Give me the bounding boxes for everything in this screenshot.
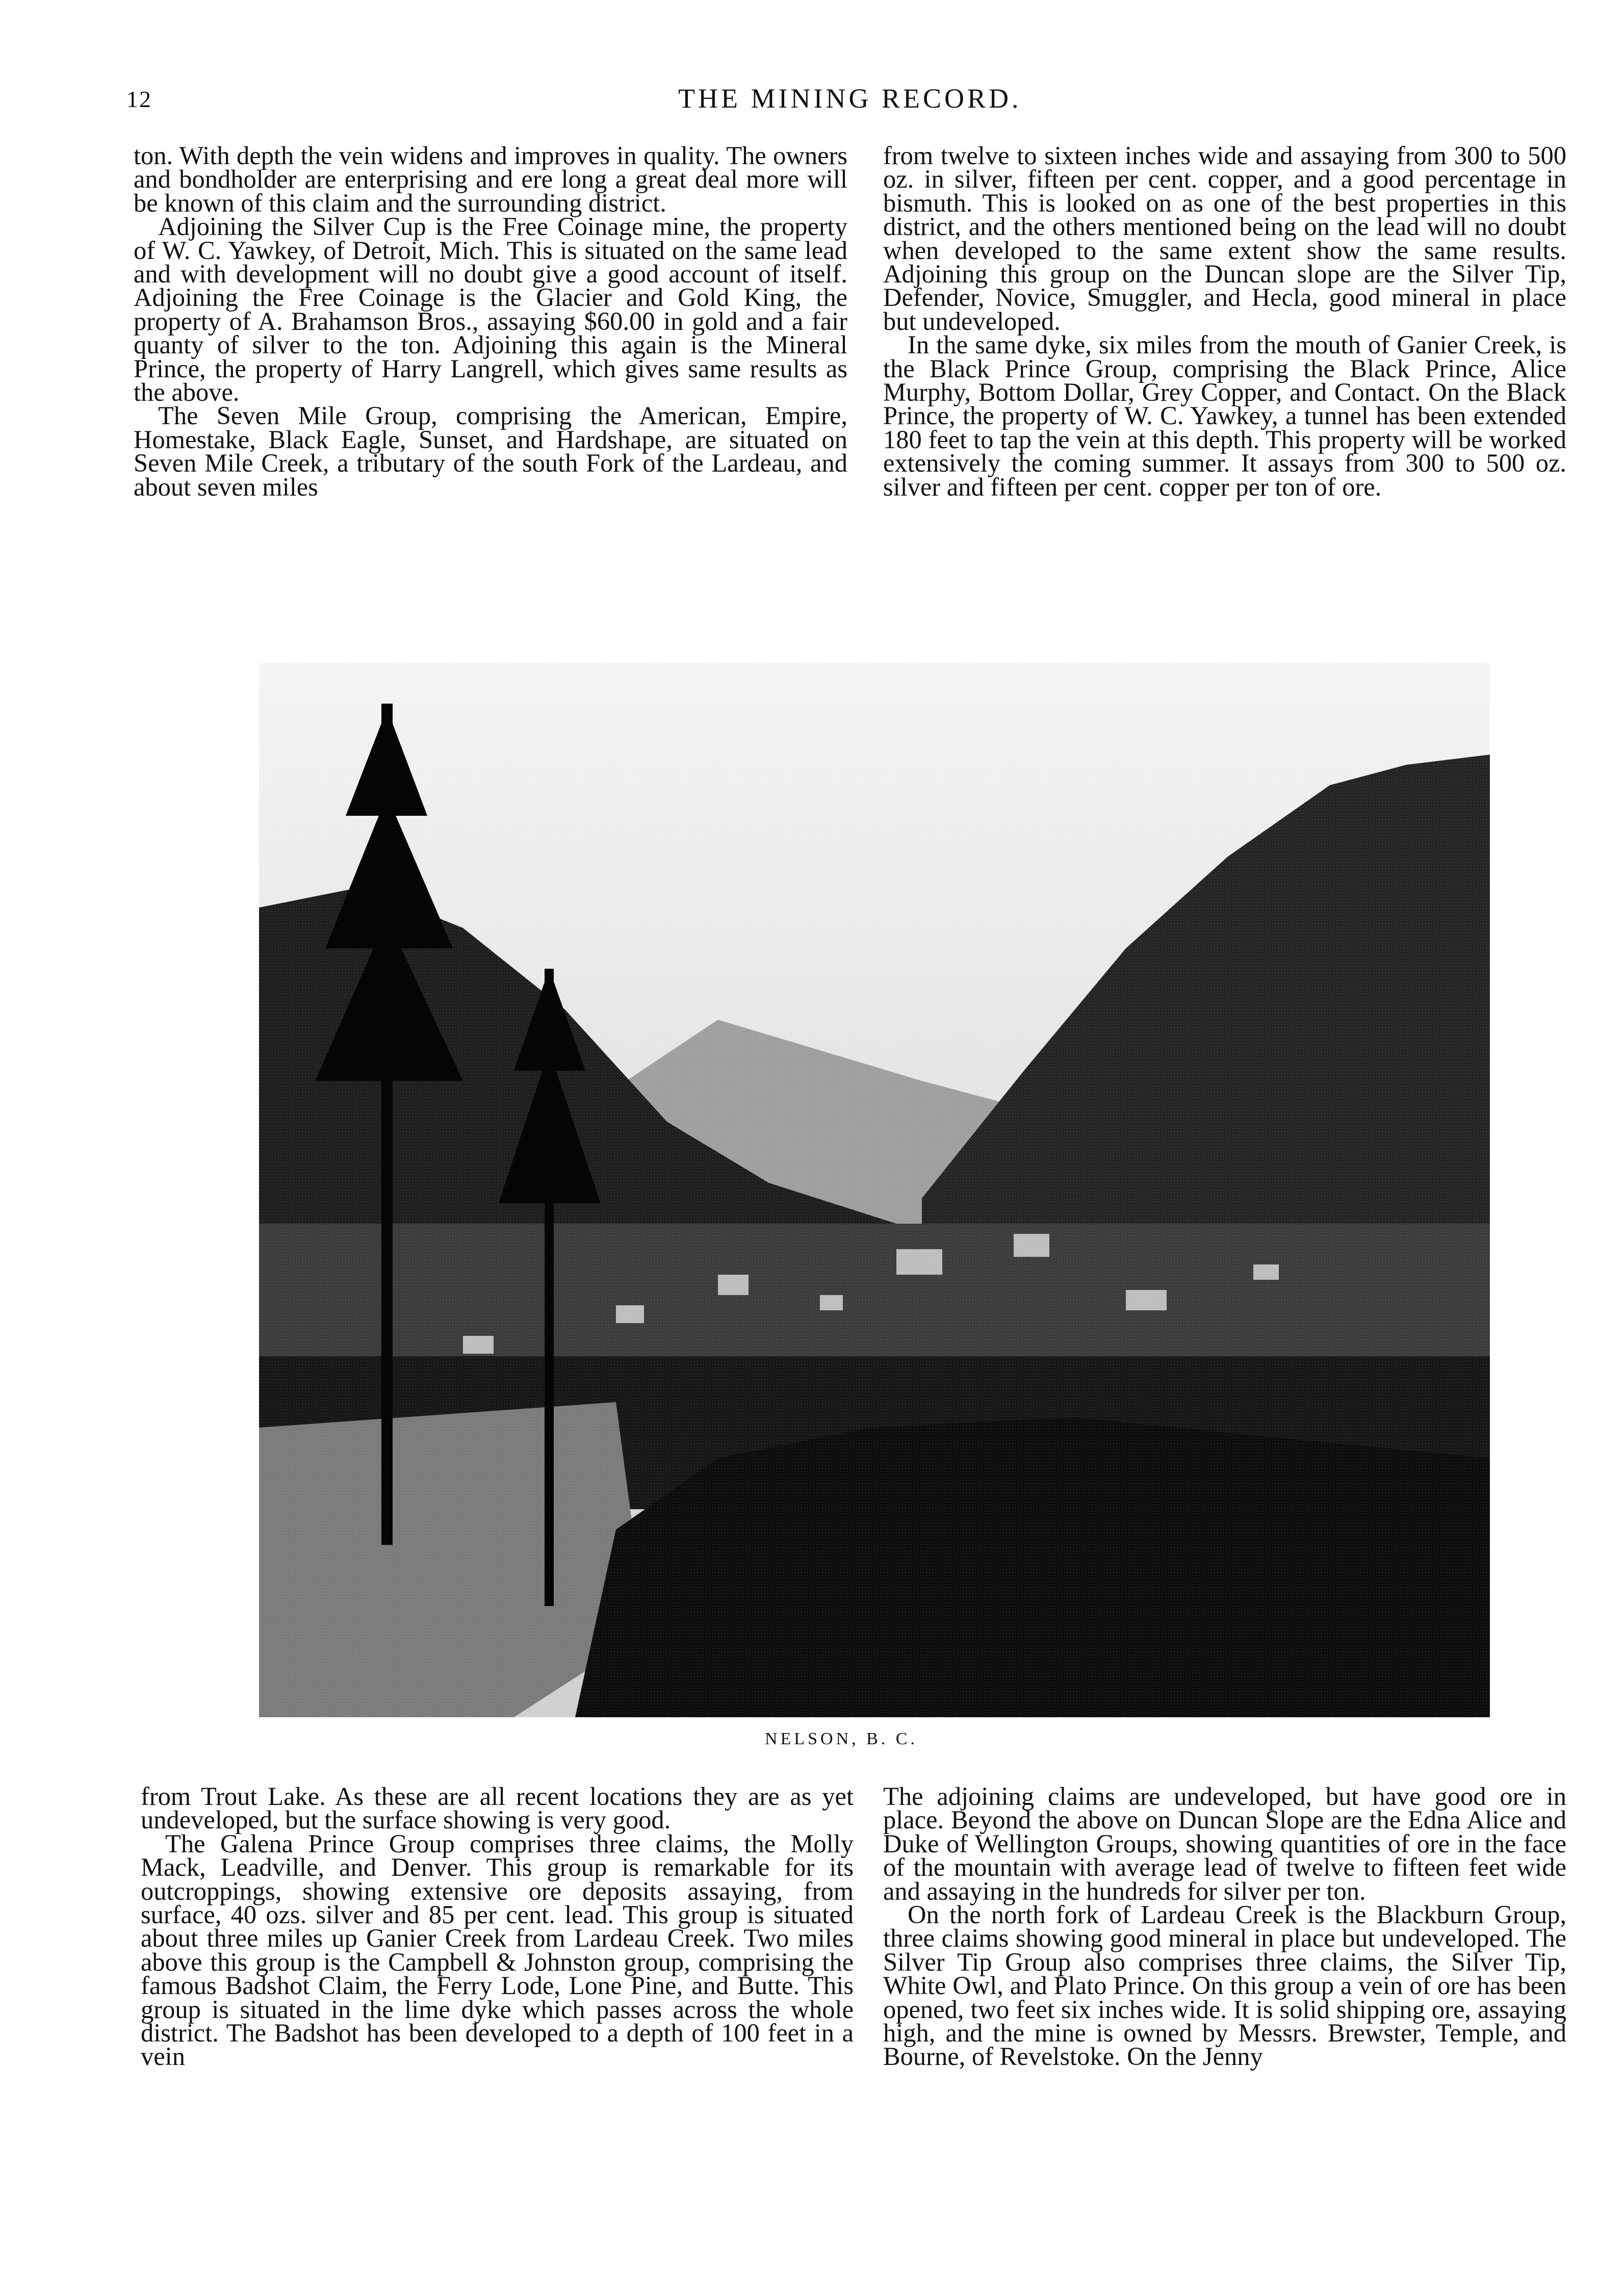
paragraph: The Seven Mile Group, comprising the American, Empire, Homestake, Black Eagle, Sunset, and Hardshape, are situated on Seven Mile Creek, a tributary of the south Fork of the Lardeau, and about seven miles: [134, 401, 847, 501]
top-left-column: [134, 141, 847, 501]
paragraph: The Galena Prince Group comprises three claims, the Molly Mack, Leadville, and Denver. This group is remarkable for its outcroppings, showing extensive ore deposits assaying, from surface, 40 ozs. silver and 85 per cent. lead. This group is situated about three miles up Ganier Creek from Lardeau Creek. Two miles above this group is the Campbell & Johnston group, comprising the famous Badshot Claim, the Ferry Lode, Lone Pine, and Butte. This group is situated in the lime dyke which passes across the whole district. The Badshot has been developed to a depth of 100 feet in a vein: [141, 1829, 854, 2071]
photo-caption: NELSON, B. C.: [765, 1729, 918, 1748]
landscape-photo: [259, 663, 1490, 1717]
paragraph: Adjoining the Silver Cup is the Free Coinage mine, the property of W. C. Yawkey, of Detroit, Mich. This is situated on the same lead and with development will no doubt give a good account of itself. Adjoining the Free Coinage is the Glacier and Gold King, the property of A. Brahamson Bros., assaying $60.00 in gold and a fair quanty of silver to the ton. Adjoining this again is the Mineral Prince, the property of Harry Langrell, which gives same results as the above.: [134, 212, 847, 407]
paragraph: The adjoining claims are undeveloped, but have good ore in place. Beyond the above on Duncan Slope are the Edna Alice and Duke of Wellington Groups, showing quantities of ore in the face of the mountain with average lead of twelve to fifteen feet wide and assaying in the hundreds for silver per ton.: [883, 1782, 1566, 1905]
bottom-left-column: [141, 1782, 854, 2071]
bottom-right-column: [883, 1782, 1566, 2071]
paragraph: In the same dyke, six miles from the mouth of Ganier Creek, is the Black Prince Group, comprising the Black Prince, Alice Murphy, Bottom Dollar, Grey Copper, and Contact. On the Black Prince, the property of W. C. Yawkey, a tunnel has been extended 180 feet to tap the vein at this depth. This property will be worked extensively the coming summer. It assays from 300 to 500 oz. silver and fifteen per cent. copper per ton of ore.: [883, 330, 1566, 501]
paragraph: from Trout Lake. As these are all recent locations they are as yet undeveloped, but the surface showing is very good.: [141, 1782, 854, 1834]
page-number: 12: [126, 86, 152, 112]
top-right-column: [883, 141, 1566, 501]
paragraph: ton. With depth the vein widens and improves in quality. The owners and bondholder are enterprising and ere long a great deal more will be known of this claim and the surrounding district.: [134, 141, 847, 217]
publication-title: THE MINING RECORD.: [678, 83, 1022, 114]
photo-illustration: [259, 663, 1490, 1717]
paragraph: On the north fork of Lardeau Creek is the Blackburn Group, three claims showing good mineral in place but undeveloped. The Silver Tip Group also comprises three claims, the Silver Tip, White Owl, and Plato Prince. On this group a vein of ore has been opened, two feet six inches wide. It is solid shipping ore, assaying high, and the mine is owned by Messrs. Brewster, Temple, and Bourne, of Revelstoke. On the Jenny: [883, 1900, 1566, 2071]
paragraph: from twelve to sixteen inches wide and assaying from 300 to 500 oz. in silver, fifteen per cent. copper, and a good percentage in bismuth. This is looked on as one of the best properties in this district, and the others mentioned being on the lead will no doubt when developed to the same extent show the same results. Adjoining this group on the Duncan slope are the Silver Tip, Defender, Novice, Smuggler, and Hecla, good mineral in place but undeveloped.: [883, 141, 1566, 335]
